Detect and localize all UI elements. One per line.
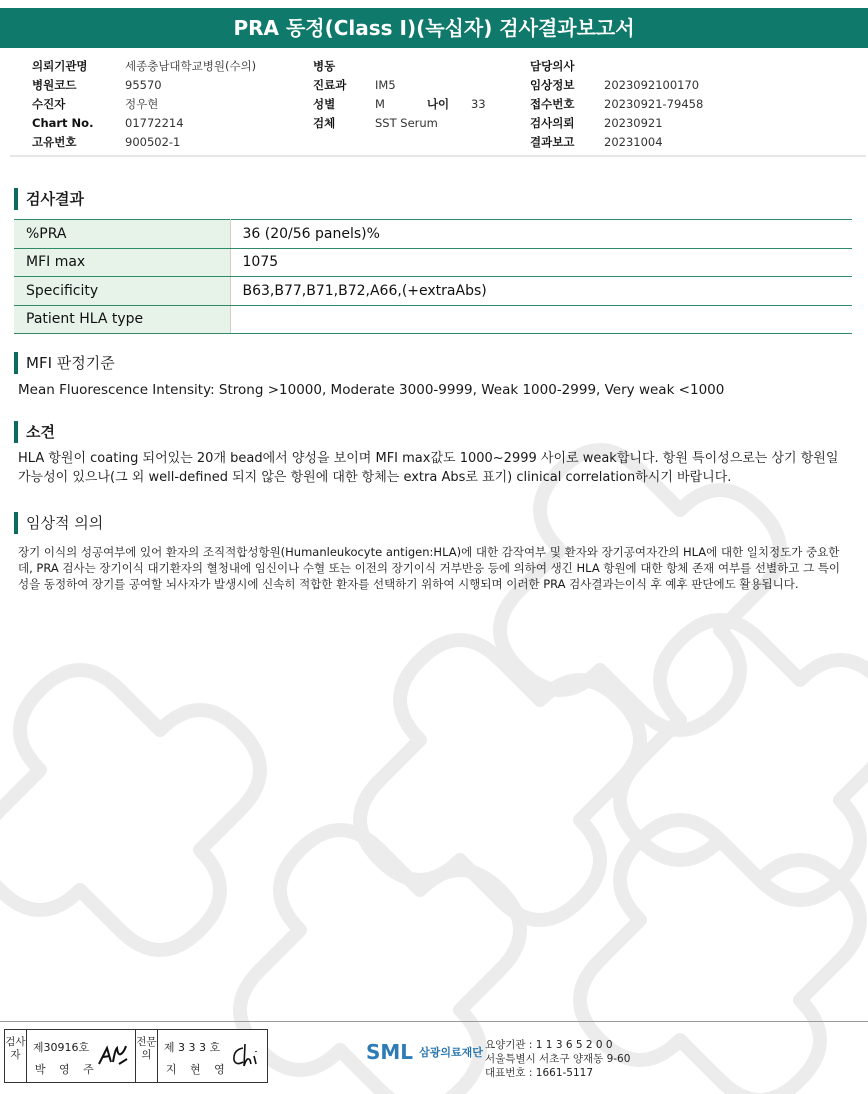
- info-label: 수진자: [32, 96, 66, 111]
- table-row: [14, 220, 852, 249]
- info-value: 01772214: [125, 115, 184, 130]
- result-key: MFI max: [14, 248, 230, 277]
- specialist-cell: [158, 1030, 267, 1082]
- specialist-signature-icon: [229, 1042, 261, 1070]
- result-value: B63,B77,B71,B72,A66,(+extraAbs): [230, 277, 852, 306]
- mfi-criteria-heading: MFI 판정기준: [14, 352, 115, 374]
- table-row: [14, 305, 852, 334]
- patient-info-col3: [530, 56, 703, 151]
- result-value: 1075: [230, 248, 852, 277]
- clinical-text: 장기 이식의 성공여부에 있어 환자의 조직적합성항원(Humanleukocyte antigen:HLA)에 대한 감작여부 및 환자와 장기공여자간의 HLA에 대한 일치정도가 중요한데, PRA 검사는 장기이식 대기환자의 혈청내에 임신이나 수혈 또는 이전의 장기이식 거부반응 등에 의하여 생긴 HLA 항원에 대한 항체 존재 여부를 선별하고 그 특이성을 동정하여 장기를 공여할 뇌사자가 발생시에 신속히 적합한 환자를 선택하기 위하여 시행되며 이러한 PRA 검사결과는이식 후 예후 판단에도 활용됩니다.: [18, 545, 840, 591]
- org-phone: 대표번호 : 1661-5117: [485, 1067, 594, 1079]
- info-row: [313, 94, 486, 113]
- info-label: 담당의사: [530, 58, 575, 73]
- info-value: 정우현: [125, 96, 159, 111]
- result-key: Patient HLA type: [14, 305, 230, 334]
- examiner-cell: [27, 1030, 136, 1082]
- info-label: 검사의뢰: [530, 115, 575, 130]
- footer-divider: [0, 1021, 868, 1022]
- signature-box: [4, 1029, 268, 1083]
- result-key: %PRA: [14, 220, 230, 249]
- ward-label: 병동: [313, 58, 336, 73]
- info-row: [32, 75, 256, 94]
- specimen-value: SST Serum: [375, 115, 438, 130]
- results-table: [14, 219, 852, 334]
- info-label: Chart No.: [32, 115, 94, 130]
- findings-heading: 소견: [14, 421, 55, 443]
- sex-label: 성별: [313, 96, 336, 111]
- org-info: [485, 1038, 630, 1080]
- specialist-license: 제 3 3 3 호: [163, 1041, 221, 1054]
- examiner-label: 검사자: [5, 1030, 27, 1082]
- info-row: [32, 113, 256, 132]
- table-row: [14, 277, 852, 306]
- specialist-name: 지 현 영: [165, 1063, 230, 1076]
- dept-label: 진료과: [313, 77, 347, 92]
- age-label: 나이: [426, 96, 450, 111]
- info-row: [313, 113, 486, 132]
- dept-value: IM5: [375, 77, 396, 92]
- info-row: [530, 56, 703, 75]
- info-value: 95570: [125, 77, 162, 92]
- sml-logo: [366, 1040, 483, 1064]
- report-title: PRA 동정(Class I)(녹십자) 검사결과보고서: [0, 8, 868, 48]
- result-key: Specificity: [14, 277, 230, 306]
- examiner-signature-icon: [97, 1042, 129, 1070]
- table-row: [14, 248, 852, 277]
- info-row: [530, 132, 703, 151]
- logo-mark: SML: [366, 1040, 414, 1064]
- info-row: [32, 56, 256, 75]
- info-label: 고유번호: [32, 134, 77, 149]
- sex-value: M: [375, 96, 385, 111]
- logo-org-name: 삼광의료재단: [419, 1046, 483, 1059]
- info-row: [313, 75, 486, 94]
- mfi-criteria-text: Mean Fluorescence Intensity: Strong >10000, Moderate 3000-9999, Weak 1000-2999, Very weak <1000: [18, 382, 725, 398]
- info-value: 20230921: [604, 115, 663, 130]
- info-value: 900502-1: [125, 134, 181, 149]
- info-row: [313, 56, 486, 75]
- result-value: 36 (20/56 panels)%: [230, 220, 852, 249]
- results-heading: 검사결과: [14, 188, 84, 210]
- info-row: [530, 75, 703, 94]
- info-value: 20231004: [604, 134, 663, 149]
- specialist-label: 전문의: [136, 1030, 158, 1082]
- info-row: [530, 94, 703, 113]
- info-row: [32, 132, 256, 151]
- info-label: 의뢰기관명: [32, 58, 88, 73]
- clinical-heading: 임상적 의의: [14, 512, 103, 534]
- header-divider: [10, 155, 866, 157]
- info-value: 세종충남대학교병원(수의): [125, 58, 257, 73]
- info-value: 2023092100170: [604, 77, 700, 92]
- info-label: 병원코드: [32, 77, 77, 92]
- org-address: 서울특별시 서초구 양재동 9-60: [485, 1053, 631, 1065]
- info-row: [530, 113, 703, 132]
- patient-info-col1: [32, 56, 256, 151]
- specimen-label: 검체: [313, 115, 336, 130]
- findings-text: HLA 항원이 coating 되어있는 20개 bead에서 양성을 보이며 MFI max값도 1000~2999 사이로 weak합니다. 항원 특이성으로는 상기 항원일 가능성이 있으나(그 외 well-defined 되지 않은 항원에 대한 항체는 extra Abs로 표기) clinical correlation하시기 바랍니다.: [18, 451, 839, 485]
- info-label: 접수번호: [530, 96, 575, 111]
- info-label: 임상정보: [530, 77, 575, 92]
- examiner-license: 제30916호: [32, 1041, 90, 1054]
- result-value: [230, 305, 852, 334]
- patient-info-col2: [313, 56, 486, 132]
- info-value: 20230921-79458: [604, 96, 704, 111]
- info-row: [32, 94, 256, 113]
- info-label: 결과보고: [530, 134, 575, 149]
- org-code: 요양기관 : 1 1 3 6 5 2 0 0: [485, 1039, 613, 1051]
- examiner-name: 박 영 주: [34, 1063, 99, 1076]
- age-value: 33: [470, 96, 486, 111]
